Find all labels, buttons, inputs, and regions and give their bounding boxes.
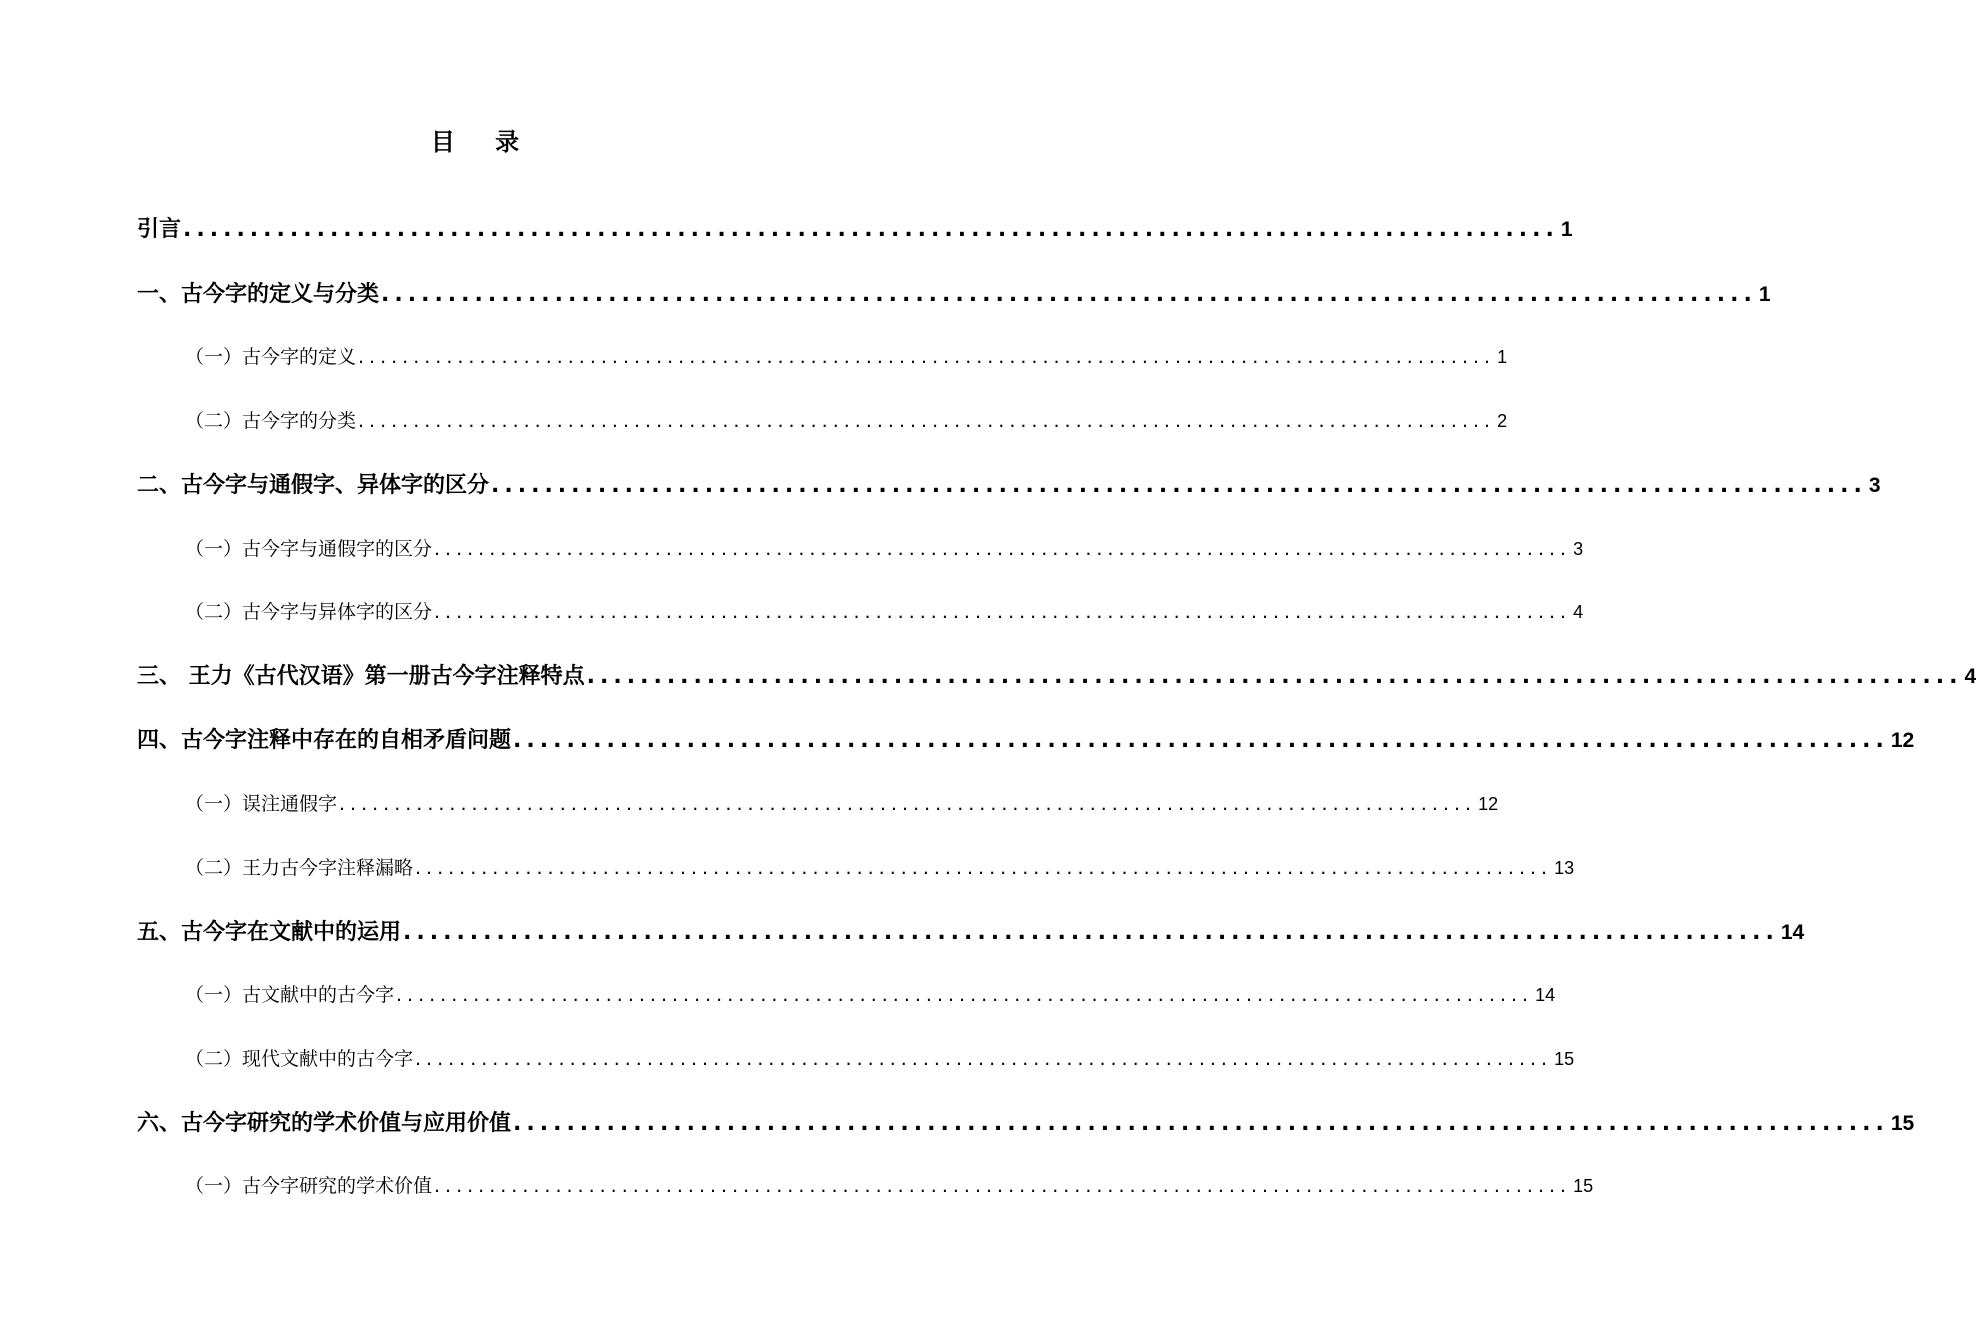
toc-page-number: 15 xyxy=(1554,1049,1575,1069)
dot-leader: ....................................................................................................... xyxy=(586,664,1963,689)
dot-leader: ....................................................................................................... xyxy=(513,1111,1889,1136)
toc-entry-label: （二）现代文献中的古今字 xyxy=(185,1048,414,1070)
toc-line[interactable] xyxy=(185,789,1499,816)
toc-page-number: 15 xyxy=(1890,1112,1915,1135)
toc-page-number: 1 xyxy=(1497,347,1508,367)
toc-page-number: 14 xyxy=(1780,921,1805,944)
dot-leader: ....................................................................................................... xyxy=(358,346,1496,368)
toc-entry-label: （一）古文献中的古今字 xyxy=(185,984,395,1006)
toc-page-number: 4 xyxy=(1964,665,1976,688)
toc-line[interactable] xyxy=(185,406,1508,433)
toc-entry-label: （一）古今字的定义 xyxy=(185,346,357,368)
toc-page-number: 3 xyxy=(1868,474,1881,497)
toc-entry-label: （一）误注通假字 xyxy=(185,793,338,815)
dot-leader: ....................................................................................................... xyxy=(415,1048,1553,1070)
toc-entry-label: 二、古今字与通假字、异体字的区分 xyxy=(137,473,490,498)
toc-page-number: 12 xyxy=(1890,729,1915,752)
dot-leader: ....................................................................................................... xyxy=(434,538,1572,560)
dot-leader: ....................................................................................................... xyxy=(434,1175,1572,1197)
toc-page-number: 1 xyxy=(1560,218,1573,241)
toc-line[interactable] xyxy=(185,534,1584,561)
toc-page-number: 14 xyxy=(1535,985,1556,1005)
toc-page-number: 3 xyxy=(1573,539,1584,559)
toc-entry-label: （二）古今字的分类 xyxy=(185,410,357,432)
toc-entry-label: 五、古今字在文献中的运用 xyxy=(137,920,402,945)
toc-entry-label: （一）古今字研究的学术价值 xyxy=(185,1175,433,1197)
toc-line[interactable] xyxy=(137,277,1771,308)
toc-entry-label: 三、 王力《古代汉语》第一册古今字注释特点 xyxy=(137,664,585,689)
toc-line[interactable] xyxy=(185,980,1556,1007)
toc-line[interactable] xyxy=(137,915,1805,946)
toc-entry-label: （一）古今字与通假字的区分 xyxy=(185,538,433,560)
toc-line[interactable] xyxy=(185,853,1575,880)
dot-leader: ....................................................................................................... xyxy=(434,601,1572,623)
toc-line[interactable] xyxy=(137,468,1881,499)
toc-page-number: 15 xyxy=(1573,1176,1594,1196)
toc-page-number: 1 xyxy=(1758,283,1771,306)
toc-line[interactable] xyxy=(137,659,1976,690)
toc-line[interactable] xyxy=(137,1106,1915,1137)
toc-line[interactable] xyxy=(185,597,1584,624)
toc-line[interactable] xyxy=(185,1171,1594,1198)
toc-line[interactable] xyxy=(137,723,1915,754)
toc-entry-label: 四、古今字注释中存在的自相矛盾问题 xyxy=(137,728,512,753)
dot-leader: ....................................................................................................... xyxy=(415,857,1553,879)
toc-page-number: 2 xyxy=(1497,411,1508,431)
dot-leader: ....................................................................................................... xyxy=(513,728,1889,753)
toc-line[interactable] xyxy=(185,1044,1575,1071)
toc-page-number: 4 xyxy=(1573,602,1584,622)
dot-leader: ....................................................................................................... xyxy=(339,793,1477,815)
toc-entry-label: 引言 xyxy=(137,217,182,242)
dot-leader: ....................................................................................................... xyxy=(358,410,1496,432)
toc-line[interactable] xyxy=(185,342,1508,369)
toc-entry-label: 六、古今字研究的学术价值与应用价值 xyxy=(137,1111,512,1136)
toc-entry-label: （二）王力古今字注释漏略 xyxy=(185,857,414,879)
toc-entry-label: （二）古今字与异体字的区分 xyxy=(185,601,433,623)
toc-entry-label: 一、古今字的定义与分类 xyxy=(137,282,380,307)
dot-leader: ....................................................................................................... xyxy=(491,473,1867,498)
dot-leader: ....................................................................................................... xyxy=(183,217,1559,242)
toc-page-number: 12 xyxy=(1478,794,1499,814)
toc-page-number: 13 xyxy=(1554,858,1575,878)
dot-leader: ....................................................................................................... xyxy=(403,920,1779,945)
toc-line[interactable] xyxy=(137,212,1573,243)
page-title: 目 录 xyxy=(430,128,536,156)
dot-leader: ....................................................................................................... xyxy=(381,282,1757,307)
dot-leader: ....................................................................................................... xyxy=(396,984,1534,1006)
